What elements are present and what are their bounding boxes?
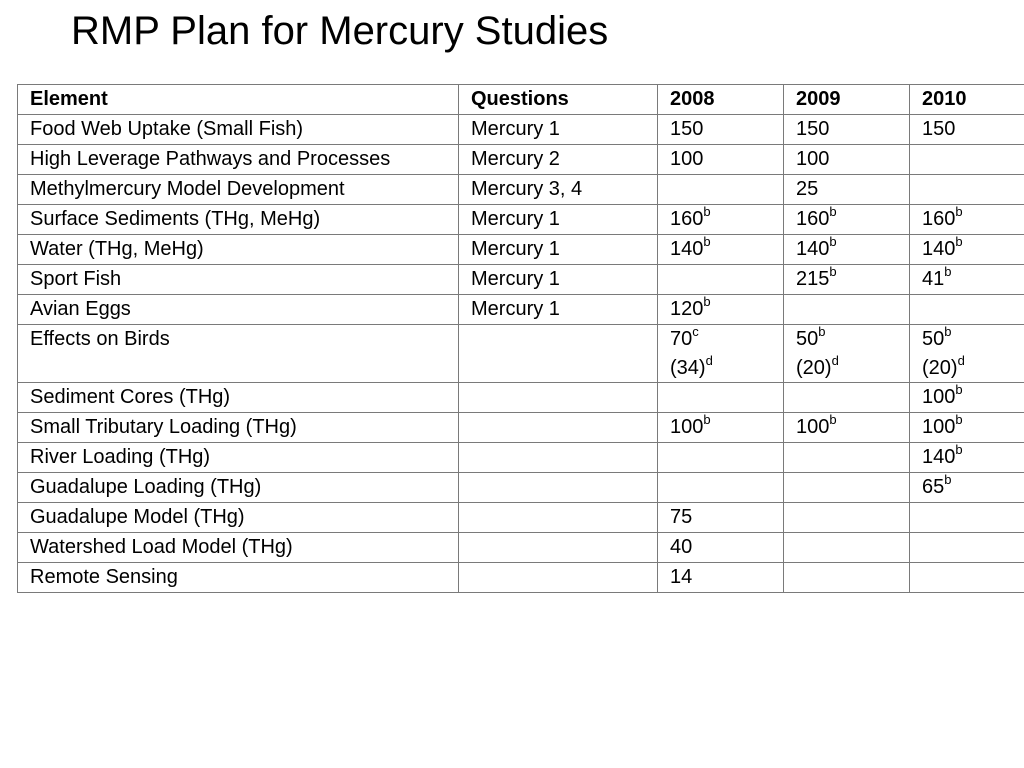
cell-value-line — [670, 325, 783, 354]
footnote-marker: b — [944, 324, 952, 340]
table-header-row — [18, 85, 1024, 115]
table-row — [18, 145, 1024, 175]
footnote-marker: b — [703, 412, 711, 428]
cell-2010 — [910, 265, 1024, 295]
cell-value: (34) — [670, 356, 706, 379]
cell-value-line — [670, 115, 783, 144]
cell-element: Effects on Birds — [18, 325, 459, 383]
cell-2009 — [784, 205, 910, 235]
cell-value: 50 — [796, 328, 819, 350]
cell-2009 — [784, 533, 910, 563]
cell-value: 150 — [922, 118, 956, 140]
cell-questions — [459, 473, 658, 503]
cell-questions: Mercury 1 — [459, 205, 658, 235]
cell-2009 — [784, 503, 910, 533]
footnote-marker: b — [955, 412, 963, 428]
table-row — [18, 443, 1024, 473]
cell-value: 100 — [922, 386, 956, 408]
table-row — [18, 295, 1024, 325]
table-row — [18, 503, 1024, 533]
cell-questions: Mercury 2 — [459, 145, 658, 175]
cell-2008 — [658, 443, 784, 473]
cell-2010 — [910, 115, 1024, 145]
cell-element: Food Web Uptake (Small Fish) — [18, 115, 459, 145]
footnote-marker: b — [955, 382, 963, 398]
cell-2008 — [658, 145, 784, 175]
cell-2009 — [784, 413, 910, 443]
cell-value: 120 — [670, 298, 704, 320]
cell-element: Small Tributary Loading (THg) — [18, 413, 459, 443]
cell-value: 150 — [796, 118, 830, 140]
cell-value-line — [796, 115, 909, 144]
cell-2009 — [784, 563, 910, 593]
table-row — [18, 265, 1024, 295]
cell-value-line — [670, 235, 783, 264]
cell-element: Guadalupe Loading (THg) — [18, 473, 459, 503]
cell-value: 100 — [670, 416, 704, 438]
cell-2008 — [658, 383, 784, 413]
cell-value-line — [796, 205, 909, 234]
cell-value-line — [922, 205, 1024, 234]
footnote-marker: b — [829, 234, 837, 250]
cell-2008 — [658, 205, 784, 235]
cell-value: 160 — [922, 208, 956, 230]
mercury-studies-table — [17, 84, 1024, 593]
cell-value: 25 — [796, 178, 819, 200]
cell-2009 — [784, 145, 910, 175]
footnote-marker: b — [944, 264, 952, 280]
cell-2008 — [658, 413, 784, 443]
cell-value-line — [670, 533, 783, 562]
cell-2008 — [658, 235, 784, 265]
cell-value-line — [922, 383, 1024, 412]
header-element: Element — [18, 85, 459, 115]
cell-element: Sediment Cores (THg) — [18, 383, 459, 413]
cell-questions — [459, 503, 658, 533]
table-row — [18, 413, 1024, 443]
cell-questions: Mercury 1 — [459, 295, 658, 325]
cell-questions: Mercury 1 — [459, 265, 658, 295]
cell-2008 — [658, 533, 784, 563]
cell-value-line — [670, 413, 783, 442]
cell-2010 — [910, 175, 1024, 205]
cell-value-line — [922, 443, 1024, 472]
cell-value-line — [670, 145, 783, 174]
cell-value-line — [922, 413, 1024, 442]
header-2009: 2009 — [784, 85, 910, 115]
footnote-marker: b — [829, 264, 837, 280]
cell-value-line — [922, 115, 1024, 144]
cell-questions: Mercury 1 — [459, 115, 658, 145]
cell-2010 — [910, 563, 1024, 593]
cell-value: 75 — [670, 506, 693, 528]
cell-value-line — [670, 295, 783, 324]
cell-value-line — [670, 354, 783, 383]
cell-value: 150 — [670, 118, 704, 140]
slide-title: RMP Plan for Mercury Studies — [71, 9, 609, 53]
cell-value-line — [922, 265, 1024, 294]
cell-value: 40 — [670, 536, 693, 558]
cell-element: Watershed Load Model (THg) — [18, 533, 459, 563]
cell-value-line — [796, 413, 909, 442]
cell-value-line — [796, 235, 909, 264]
cell-value: (20) — [922, 356, 958, 379]
cell-value: 100 — [796, 416, 830, 438]
cell-value: 100 — [670, 148, 704, 170]
cell-2008 — [658, 175, 784, 205]
cell-element: Remote Sensing — [18, 563, 459, 593]
cell-2009 — [784, 175, 910, 205]
footnote-marker: c — [692, 324, 699, 340]
cell-2010 — [910, 473, 1024, 503]
cell-value: 50 — [922, 328, 945, 350]
cell-value-line — [796, 145, 909, 174]
table-row — [18, 563, 1024, 593]
table-row — [18, 383, 1024, 413]
cell-2009 — [784, 325, 910, 383]
footnote-marker: b — [829, 412, 837, 428]
cell-value-line — [922, 325, 1024, 354]
cell-value-line — [796, 325, 909, 354]
footnote-marker: b — [944, 472, 952, 488]
cell-value-line — [796, 265, 909, 294]
table-row — [18, 473, 1024, 503]
cell-2010 — [910, 235, 1024, 265]
cell-2010 — [910, 533, 1024, 563]
table-row — [18, 533, 1024, 563]
cell-2010 — [910, 325, 1024, 383]
cell-questions — [459, 383, 658, 413]
cell-questions: Mercury 1 — [459, 235, 658, 265]
mercury-studies-table-container — [17, 84, 1024, 593]
cell-2009 — [784, 443, 910, 473]
cell-2010 — [910, 295, 1024, 325]
cell-element: Methylmercury Model Development — [18, 175, 459, 205]
cell-element: Sport Fish — [18, 265, 459, 295]
footnote-marker: b — [955, 204, 963, 220]
cell-element: High Leverage Pathways and Processes — [18, 145, 459, 175]
footnote-marker: b — [703, 234, 711, 250]
cell-value: (20) — [796, 356, 832, 379]
table-row — [18, 325, 1024, 383]
cell-element: Water (THg, MeHg) — [18, 235, 459, 265]
cell-questions — [459, 413, 658, 443]
footnote-marker: d — [705, 352, 713, 368]
footnote-marker: b — [829, 204, 837, 220]
cell-value: 100 — [922, 416, 956, 438]
cell-questions — [459, 325, 658, 383]
cell-element: Surface Sediments (THg, MeHg) — [18, 205, 459, 235]
footnote-marker: b — [703, 204, 711, 220]
cell-2009 — [784, 265, 910, 295]
cell-2009 — [784, 473, 910, 503]
cell-2009 — [784, 115, 910, 145]
header-2010: 2010 — [910, 85, 1024, 115]
cell-2009 — [784, 295, 910, 325]
cell-2008 — [658, 563, 784, 593]
cell-2008 — [658, 503, 784, 533]
cell-value: 41 — [922, 268, 945, 290]
cell-value: 70 — [670, 328, 693, 350]
cell-element: Guadalupe Model (THg) — [18, 503, 459, 533]
cell-value-line — [670, 563, 783, 592]
cell-2008 — [658, 473, 784, 503]
cell-2010 — [910, 145, 1024, 175]
footnote-marker: b — [955, 234, 963, 250]
cell-questions: Mercury 3, 4 — [459, 175, 658, 205]
cell-element: Avian Eggs — [18, 295, 459, 325]
cell-value-line — [796, 354, 909, 383]
table-row — [18, 205, 1024, 235]
cell-value-line — [796, 175, 909, 204]
footnote-marker: b — [703, 294, 711, 310]
table-row — [18, 235, 1024, 265]
cell-value: 65 — [922, 476, 945, 498]
cell-value: 100 — [796, 148, 830, 170]
cell-value: 215 — [796, 268, 830, 290]
cell-2009 — [784, 235, 910, 265]
cell-element: River Loading (THg) — [18, 443, 459, 473]
cell-value-line — [670, 503, 783, 532]
cell-2010 — [910, 503, 1024, 533]
cell-questions — [459, 533, 658, 563]
cell-2010 — [910, 413, 1024, 443]
cell-questions — [459, 563, 658, 593]
header-questions: Questions — [459, 85, 658, 115]
cell-2009 — [784, 383, 910, 413]
cell-value-line — [670, 205, 783, 234]
cell-value: 140 — [796, 238, 830, 260]
header-2008: 2008 — [658, 85, 784, 115]
cell-value-line — [922, 473, 1024, 502]
cell-2008 — [658, 265, 784, 295]
table-row — [18, 115, 1024, 145]
cell-2010 — [910, 383, 1024, 413]
footnote-marker: d — [957, 352, 965, 368]
cell-value: 140 — [922, 238, 956, 260]
cell-value: 14 — [670, 566, 693, 588]
cell-value: 160 — [796, 208, 830, 230]
footnote-marker: b — [955, 442, 963, 458]
table-row — [18, 175, 1024, 205]
cell-value-line — [922, 235, 1024, 264]
cell-value: 140 — [922, 446, 956, 468]
cell-2008 — [658, 295, 784, 325]
cell-value-line — [922, 354, 1024, 383]
cell-2010 — [910, 443, 1024, 473]
footnote-marker: d — [831, 352, 839, 368]
table-body — [18, 115, 1024, 593]
cell-2008 — [658, 325, 784, 383]
cell-2008 — [658, 115, 784, 145]
cell-2010 — [910, 205, 1024, 235]
cell-value: 140 — [670, 238, 704, 260]
cell-value: 160 — [670, 208, 704, 230]
footnote-marker: b — [818, 324, 826, 340]
cell-questions — [459, 443, 658, 473]
